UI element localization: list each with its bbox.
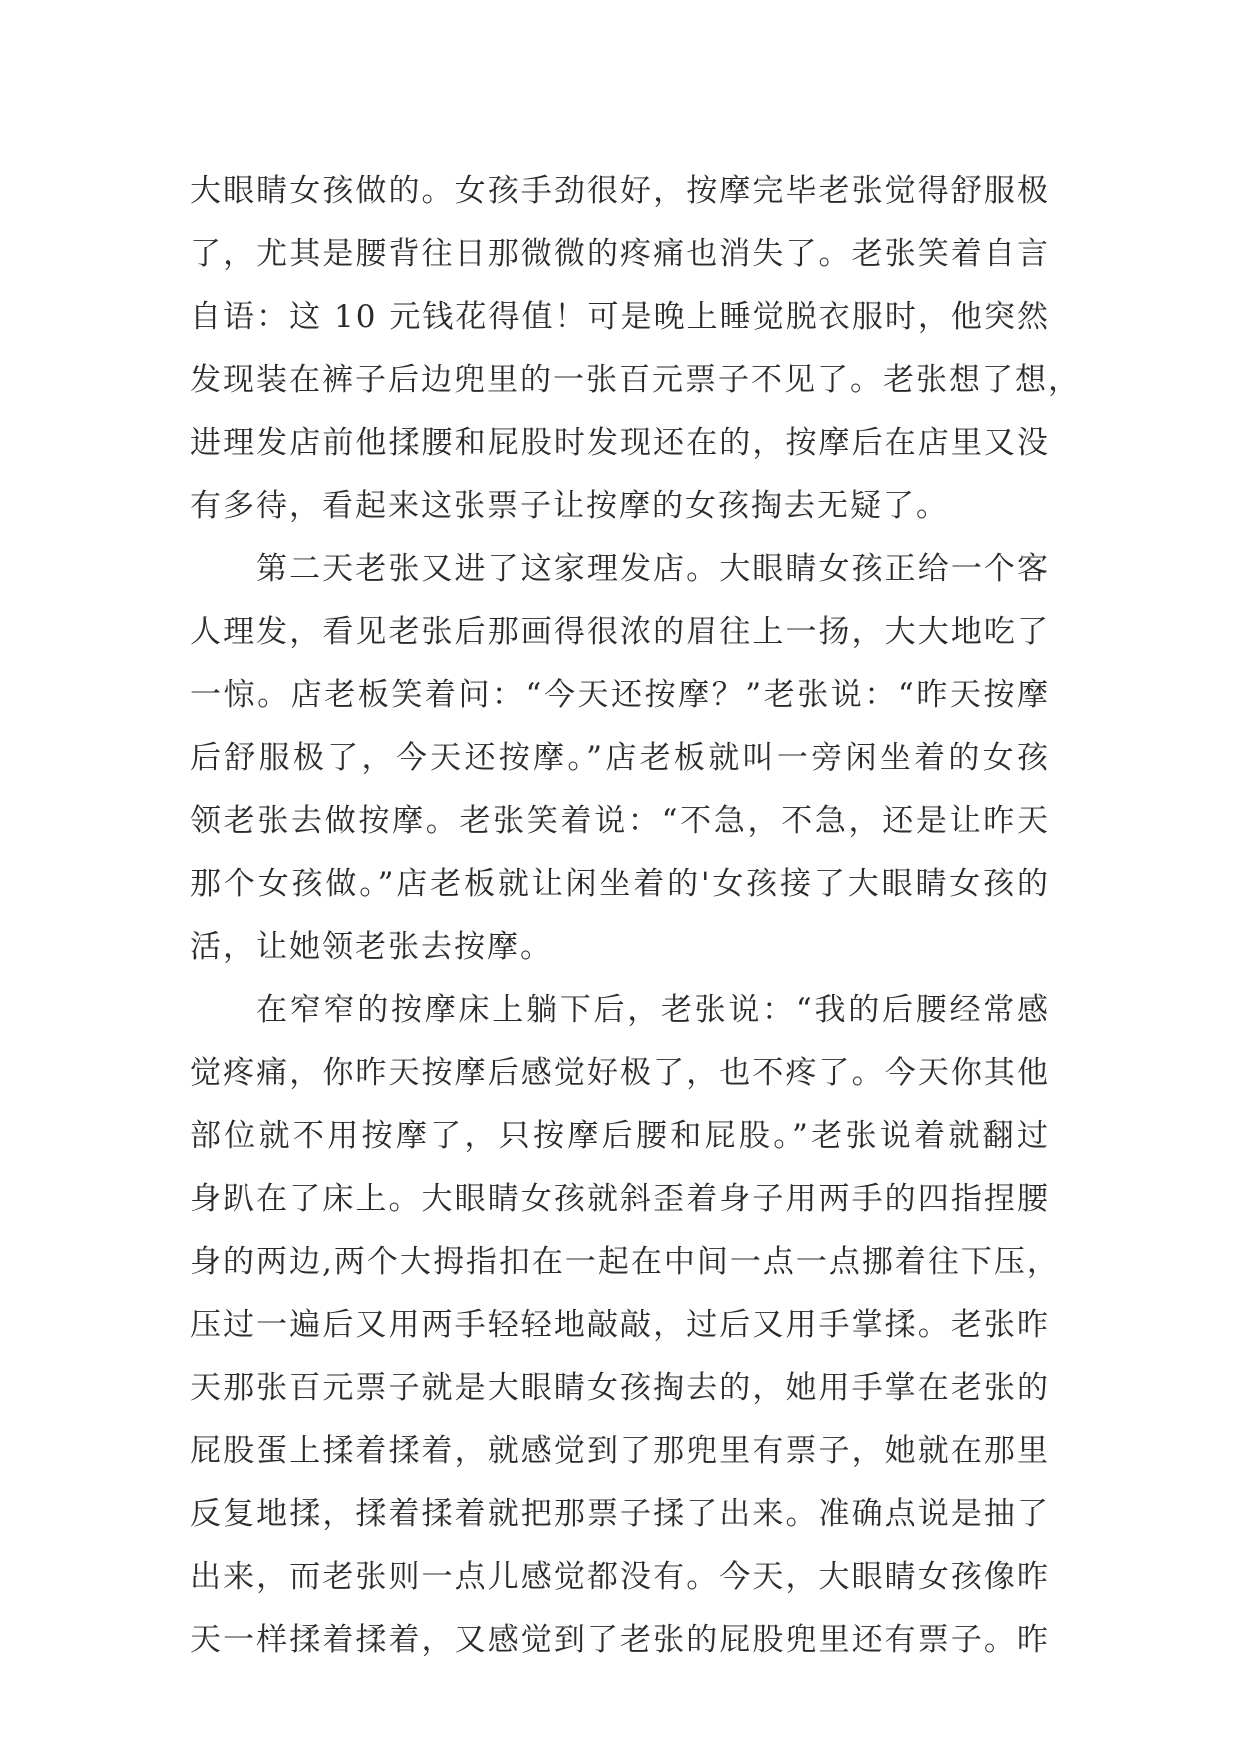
text-line: 了，尤其是腰背往日那微微的疼痛也消失了。老张笑着自言	[190, 236, 1050, 272]
text-line: 那个女孩做。”店老板就让闲坐着的'女孩接了大眼睛女孩的	[190, 866, 1050, 902]
text-line: 部位就不用按摩了，只按摩后腰和屁股。”老张说着就翻过	[190, 1118, 1050, 1154]
text-line: 屁股蛋上揉着揉着，就感觉到了那兜里有票子，她就在那里	[190, 1433, 1050, 1469]
text-line: 第二天老张又进了这家理发店。大眼睛女孩正给一个客	[256, 551, 1050, 587]
text-line: 活，让她领老张去按摩。	[190, 929, 553, 965]
text-line: 反复地揉，揉着揉着就把那票子揉了出来。准确点说是抽了	[190, 1496, 1050, 1532]
text-line: 天一样揉着揉着，又感觉到了老张的屁股兜里还有票子。昨	[190, 1622, 1050, 1658]
text-line: 天那张百元票子就是大眼睛女孩掏去的，她用手掌在老张的	[190, 1370, 1050, 1406]
text-line: 有多待，看起来这张票子让按摩的女孩掏去无疑了。	[190, 488, 949, 524]
text-line: 后舒服极了，今天还按摩。”店老板就叫一旁闲坐着的女孩	[190, 740, 1050, 776]
text-line: 身趴在了床上。大眼睛女孩就斜歪着身子用两手的四指捏腰	[190, 1181, 1050, 1217]
text-line: 发现装在裤子后边兜里的一张百元票子不见了。老张想了想，	[190, 362, 1081, 398]
text-line: 进理发店前他揉腰和屁股时发现还在的，按摩后在店里又没	[190, 425, 1050, 461]
text-line: 一惊。店老板笑着问：“今天还按摩？”老张说：“昨天按摩	[190, 677, 1050, 713]
text-line: 出来，而老张则一点儿感觉都没有。今天，大眼睛女孩像昨	[190, 1559, 1050, 1595]
text-line: 身的两边,两个大拇指扣在一起在中间一点一点挪着往下压，	[190, 1244, 1060, 1280]
text-line: 人理发，看见老张后那画得很浓的眉往上一扬，大大地吃了	[190, 614, 1050, 650]
text-line: 觉疼痛，你昨天按摩后感觉好极了，也不疼了。今天你其他	[190, 1055, 1050, 1091]
text-line: 大眼睛女孩做的。女孩手劲很好，按摩完毕老张觉得舒服极	[190, 173, 1050, 209]
text-line: 自语：这 10 元钱花得值！可是晚上睡觉脱衣服时，他突然	[190, 299, 1050, 335]
text-line: 压过一遍后又用两手轻轻地敲敲，过后又用手掌揉。老张昨	[190, 1307, 1050, 1343]
body-text	[190, 160, 1081, 1672]
text-line: 领老张去做按摩。老张笑着说：“不急，不急，还是让昨天	[190, 803, 1050, 839]
text-line: 在窄窄的按摩床上躺下后，老张说：“我的后腰经常感	[256, 992, 1050, 1028]
